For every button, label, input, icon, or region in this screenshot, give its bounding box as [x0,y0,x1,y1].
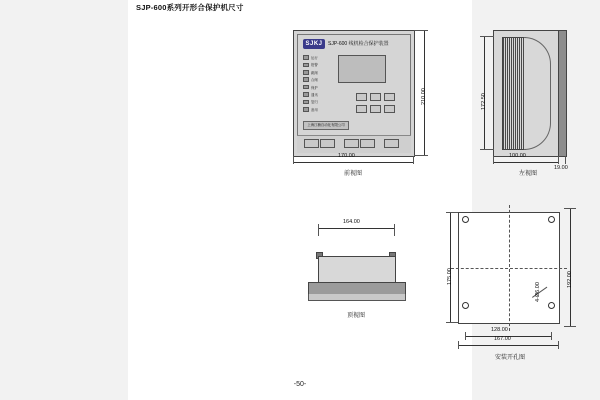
top-ext-line-left [318,224,319,236]
cutout-view-panel [458,212,560,324]
list-item [303,70,318,75]
led-icon [303,100,309,105]
front-height-dim-text: 210.00 [421,88,427,105]
cutout-ext-top-right [564,208,576,209]
mounting-hole [548,302,555,309]
cutout-ext-inner-left [465,332,466,340]
side-ext-line-left [493,156,494,164]
side-ext-line-mid [558,156,559,164]
mounting-hole [462,216,469,223]
list-item [303,55,318,60]
cutout-centerline-vertical [509,205,510,331]
page-title: SJP-600系列开形合保护机尺寸 [136,3,244,12]
led-label: 备用 [311,107,318,112]
cutout-right-dim-text: 192.00 [567,271,573,288]
led-label: 通讯 [311,92,318,97]
top-width-dim-text: 164.00 [343,219,360,225]
side-ext-line-bottom [480,149,494,150]
cutout-outer-width-dim-line [458,345,558,346]
led-label: 保护 [311,85,318,90]
front-view-caption: 前视图 [343,171,362,177]
side-ext-line-right [565,156,566,164]
front-ext-line-bottom [414,155,428,156]
cutout-left-dim-line [450,212,451,322]
lcd-display [338,55,386,83]
keypad-button[interactable] [370,93,381,101]
led-label: 运行 [311,56,318,60]
led-icon [303,77,309,82]
cutout-right-dim-line [570,208,571,326]
cutout-ext-bottom-left [446,322,458,323]
keypad-button[interactable] [356,93,367,101]
list-item [303,99,318,104]
side-width-dim-text: 100.00 [509,153,526,159]
mounting-hole [548,216,555,223]
led-icon [303,63,309,68]
led-indicator-group [303,55,318,114]
cutout-ext-outer-right [558,341,559,349]
led-icon [303,55,309,60]
front-width-dim-text: 170.00 [338,153,355,159]
cutout-outer-width-dim-text: 167.00 [494,336,511,342]
front-ext-line-right [413,156,414,164]
top-view-panel [308,240,404,302]
keypad-button[interactable] [370,105,381,113]
side-width-dim-line [493,162,558,163]
list-item [303,62,318,67]
side-view-panel [493,30,567,157]
led-icon [303,107,309,112]
top-width-dim-line [318,228,394,229]
cutout-ext-outer-left [458,341,459,349]
list-item [303,92,318,97]
led-label: 合闸 [311,78,318,83]
company-strip-label: 上海江楠自动化有限公司 [303,121,349,130]
cutout-ext-inner-right [551,332,552,340]
list-item [303,77,318,82]
side-heatsink-fins [502,37,526,150]
cutout-left-dim-text: 175.00 [447,268,453,285]
function-button[interactable] [344,139,359,148]
led-icon [303,70,309,75]
side-rear-plate [558,31,566,156]
cutout-view-caption: 安装开孔图 [494,355,525,361]
top-body-outline [318,256,396,284]
cutout-ext-top-left [446,212,458,213]
front-ext-line-left [293,156,294,164]
keypad-button[interactable] [384,105,395,113]
front-width-dim-line [293,162,413,163]
function-button[interactable] [360,139,375,148]
top-view-caption: 顶视图 [346,313,365,319]
side-body-outline [524,37,551,150]
led-label: 复归 [311,100,318,105]
mounting-hole [462,302,469,309]
side-depth-dim-text: 19.00 [554,165,568,171]
top-ext-line-right [394,224,395,236]
function-button[interactable] [304,139,319,148]
front-ext-line-top [414,30,428,31]
brand-logo: SJKJ [303,39,325,49]
hole-dim-text: 4-Ø6.00 [535,282,541,302]
top-front-lip [308,294,406,301]
led-label: 报警 [311,63,318,68]
function-button[interactable] [384,139,399,148]
led-icon [303,85,309,90]
cutout-ext-bottom-right [564,326,576,327]
side-ext-line-top [480,36,494,37]
side-view-caption: 左视图 [518,171,537,177]
side-height-dim-text: 172.50 [481,93,487,110]
keypad-button[interactable] [356,105,367,113]
front-view-panel [293,30,415,157]
keypad-button[interactable] [384,93,395,101]
led-icon [303,92,309,97]
list-item [303,107,318,112]
list-item [303,85,318,90]
drawing-sheet [128,0,573,400]
led-label: 跳闸 [311,70,318,75]
page-number: -50- [293,381,307,388]
cutout-inner-width-dim-text: 128.00 [491,327,508,333]
device-title-label: SJP-600 线机检合保护装置 [328,41,389,47]
function-button[interactable] [320,139,335,148]
